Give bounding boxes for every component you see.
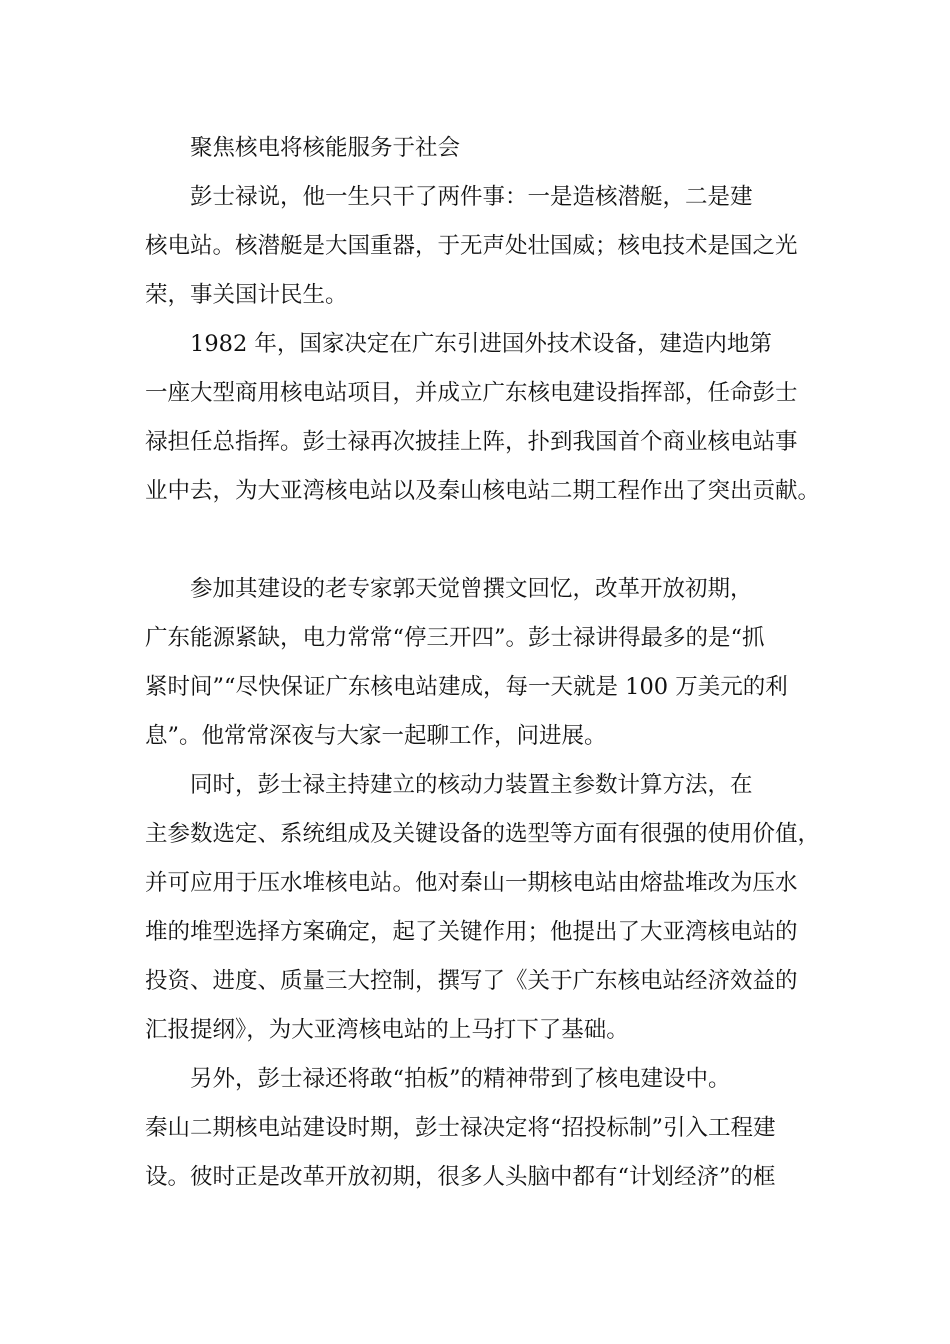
text-line: 彭士禄说，他一生只干了两件事：一是造核潜艇，二是建 [190,184,753,210]
section-heading [145,124,810,173]
text-line: 另外，彭士禄还将敢“拍板”的精神带到了核电建设中。 [190,1066,731,1092]
paragraph-2 [145,320,821,516]
text-line: 主参数选定、系统组成及关键设备的选型等方面有很强的使用价值， [145,821,821,847]
paragraph-1 [145,173,810,320]
paragraph-gap [145,516,810,565]
heading-line: 聚焦核电将核能服务于社会 [190,135,461,161]
text-line: 1982 年，国家决定在广东引进国外技术设备，建造内地第 [190,331,772,357]
text-line: 业中去，为大亚湾核电站以及秦山核电站二期工程作出了突出贡献。 [145,478,821,504]
text-line: 投资、进度、质量三大控制，撰写了《关于广东核电站经济效益的 [145,968,798,994]
paragraph-5 [145,1055,810,1202]
text-line: 同时，彭士禄主持建立的核动力装置主参数计算方法，在 [190,772,753,798]
document-body [145,124,821,1202]
text-line: 设。彼时正是改革开放初期，很多人头脑中都有“计划经济”的框 [145,1164,776,1190]
text-line: 一座大型商用核电站项目，并成立广东核电建设指挥部，任命彭士 [145,380,798,406]
text-line: 禄担任总指挥。彭士禄再次披挂上阵，扑到我国首个商业核电站事 [145,429,798,455]
paragraph-3 [145,565,810,761]
text-line: 汇报提纲》，为大亚湾核电站的上马打下了基础。 [145,1017,629,1043]
text-line: 秦山二期核电站建设时期，彭士禄决定将“招投标制”引入工程建 [145,1115,776,1141]
text-line: 参加其建设的老专家郭天觉曾撰文回忆，改革开放初期， [190,576,753,602]
text-line: 息”。他常常深夜与大家一起聊工作，问进展。 [145,723,607,749]
text-line: 荣，事关国计民生。 [145,282,348,308]
text-line: 并可应用于压水堆核电站。他对秦山一期核电站由熔盐堆改为压水 [145,870,798,896]
text-line: 堆的堆型选择方案确定，起了关键作用；他提出了大亚湾核电站的 [145,919,798,945]
text-line: 紧时间”“尽快保证广东核电站建成，每一天就是 100 万美元的利 [145,674,788,700]
text-line: 广东能源紧缺，电力常常“停三开四”。彭士禄讲得最多的是“抓 [145,625,765,651]
paragraph-4 [145,761,821,1055]
text-line: 核电站。核潜艇是大国重器，于无声处壮国威；核电技术是国之光 [145,233,798,259]
